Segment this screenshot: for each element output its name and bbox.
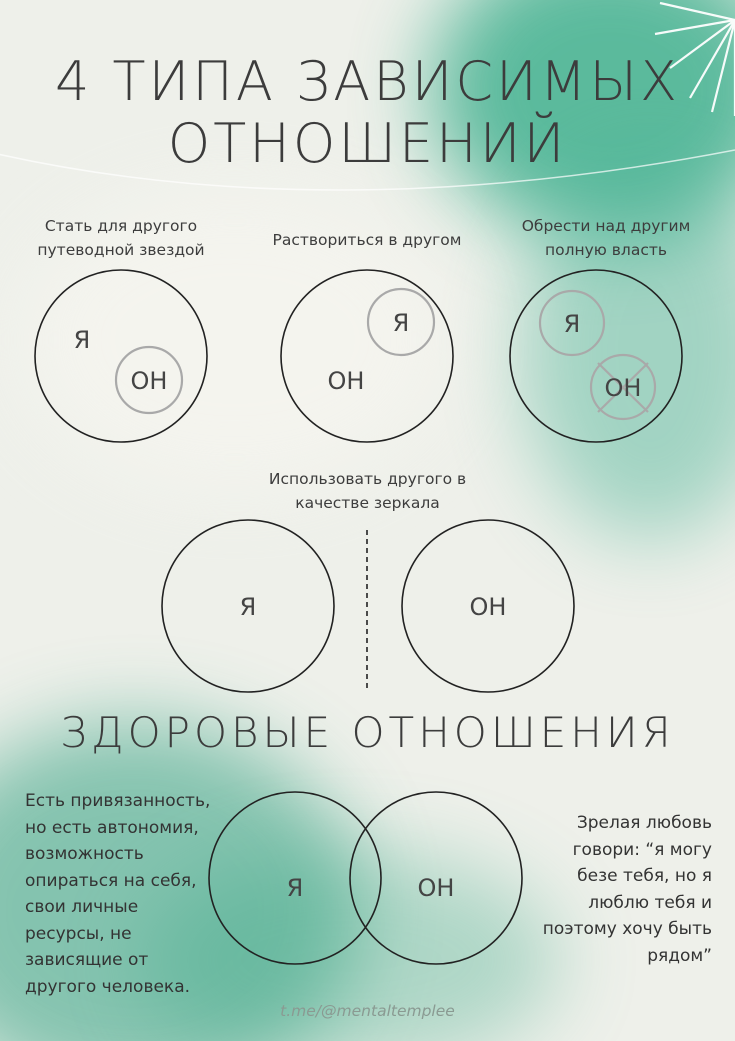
type3-other-label: ОН [604,374,642,402]
type2-other-label: ОН [327,367,365,395]
healthy-left-text [25,788,215,1000]
type4-self-label: Я [239,593,257,621]
text-line: Зрелая любовь [576,813,712,833]
caption-line: путеводной звездой [37,241,205,259]
page-title-line1: 4 ТИПА ЗАВИСИМЫХ [54,50,681,113]
type3-outer-circle [510,270,682,442]
text-line: ресурсы, не [25,923,132,944]
text-line: поэтому хочу быть [542,919,712,939]
type3-caption [500,214,712,262]
text-line: свои личные [25,897,139,917]
type4-other-label: ОН [469,593,507,621]
text-line: безе тебя, но я [577,866,712,886]
type1-other-label: ОН [130,367,168,395]
caption-line: качестве зеркала [295,494,440,512]
text-line: возможность [25,844,144,864]
type3-self-label: Я [563,310,581,338]
text-line: Есть привязанность, [25,791,211,811]
caption-line: Обрести над другим [521,217,691,235]
type2-caption [260,228,474,252]
text-line: опираться на себя, [25,870,197,891]
caption-line: Раствориться в другом [272,231,462,249]
text-line: другого человека. [25,976,191,997]
caption-line: Использовать другого в [268,470,467,488]
text-line: говори: “я могу [572,839,712,860]
caption-line: полную власть [544,241,668,259]
page-title-line2: ОТНОШЕНИЙ [167,112,568,175]
text-line: зависящие от [25,950,149,970]
healthy-right-text [520,810,712,969]
text-line: люблю тебя и [588,892,712,913]
text-line: рядом” [647,945,712,966]
type2-self-label: Я [392,309,410,337]
telegram-link[interactable]: t.me/@mentaltemplee [280,1002,455,1020]
type1-caption [20,214,222,262]
type1-self-label: Я [73,326,91,354]
healthy-title: ЗДОРОВЫЕ ОТНОШЕНИЯ [60,708,675,757]
healthy-other-label: ОН [417,874,455,902]
healthy-self-label: Я [286,874,304,902]
type4-caption [245,467,490,515]
caption-line: Стать для другого [44,217,198,235]
text-line: но есть автономия, [25,817,199,838]
type1-self-circle [35,270,207,442]
type2-other-circle [281,270,453,442]
